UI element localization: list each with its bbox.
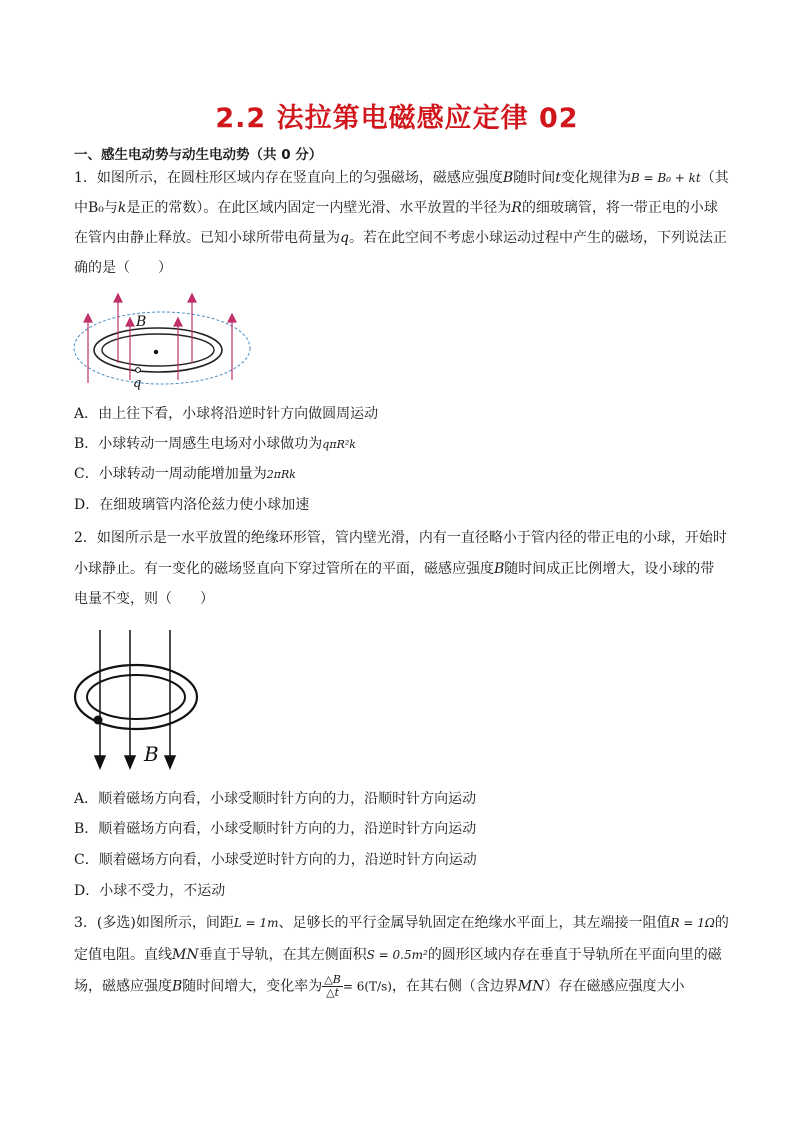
field-lines-down [95,630,175,768]
label-b: B [144,742,159,766]
field-boundary [74,312,250,384]
q2-figure [70,628,220,778]
q1-option-a: A．由上往下看，小球将沿逆时针方向做圆周运动 [74,406,379,422]
q2-line-3: 电量不变，则（ ） [74,591,214,607]
q2-option-d: D．小球不受力，不运动 [74,883,226,899]
q2-line-1: 2．如图所示是一水平放置的绝缘环形管，管内壁光滑，内有一直径略小于管内径的带正电的小球，开始时 [74,530,727,546]
q1-line-4: 确的是（ ） [74,260,172,276]
ball-icon [94,716,103,725]
q2-option-c: C．顺着磁场方向看，小球受逆时针方向的力，沿逆时针方向运动 [74,852,477,868]
section-heading: 一、感生电动势与动生电动势（共 0 分） [74,147,323,163]
page-title: 2.2 法拉第电磁感应定律 02 [215,103,579,134]
q1-line-1: 1．如图所示，在圆柱形区域内存在竖直向上的匀强磁场，磁感应强度B随时间t变化规律为B = B₀ + kt（其 [74,170,729,186]
q3-line-2: 定值电阻。直线MN垂直于导轨，在其左侧面积S = 0.5m²的圆形区域内存在垂直于导轨所在平面向里的磁 [74,947,722,963]
q3-line-1: 3．(多选)如图所示，间距L = 1m、足够长的平行金属导轨固定在绝缘水平面上，其左端接一阻值R = 1Ω的 [74,915,729,931]
q1-formula: B = B₀ + kt [630,171,701,185]
ball-icon [136,368,141,373]
center-dot [154,350,158,354]
q2-line-2: 小球静止。有一变化的磁场竖直向下穿过管所在的平面，磁感应强度B随时间成正比例增大，设小球的带 [74,561,715,577]
q1-line-3: 在管内由静止释放。已知小球所带电荷量为q。若在此空间不考虑小球运动过程中产生的磁场，下列说法正 [74,230,727,246]
q1-option-c: C．小球转动一周动能增加量为2πRk [74,466,296,482]
q1-option-d: D．在细玻璃管内洛伦兹力使小球加速 [74,497,310,513]
q1-figure [70,288,260,393]
q2-option-b: B．顺着磁场方向看，小球受顺时针方向的力，沿逆时针方向运动 [74,821,477,837]
glass-tube-inner [102,334,214,366]
q3-line-3: 场，磁感应强度B随时间增大，变化率为 $\frac{\triangle B}{\triangle t}$ = 6(T/s)，在其右侧（含边界MN）存在磁感应强度大小 [74,973,685,999]
q1-line-2: 中B₀与k是正的常数）。在此区域内固定一内壁光滑、水平放置的半径为R的细玻璃管，将一带正电的小球 [74,200,718,216]
q2-option-a: A．顺着磁场方向看，小球受顺时针方向的力，沿顺时针方向运动 [74,791,477,807]
label-q: q [133,376,142,391]
q1-option-b: B．小球转动一周感生电场对小球做功为qπR²k [74,436,356,452]
rate-fraction: $\frac{\triangle B}{\triangle t}$ [324,973,341,999]
label-b: B [136,314,147,330]
